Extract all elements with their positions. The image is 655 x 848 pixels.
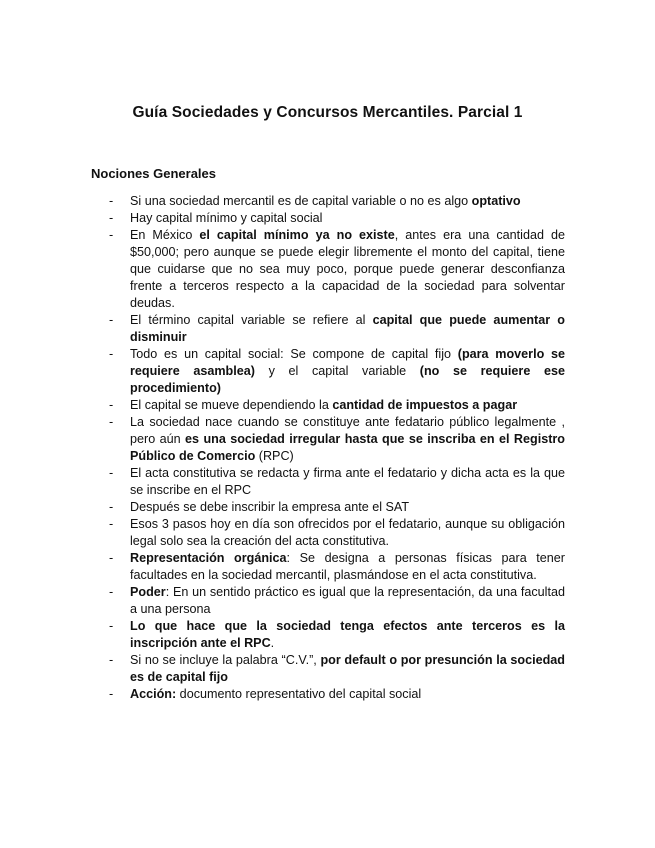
list-item: - El término capital variable se refiere al capital que puede aumentar o disminuir xyxy=(109,312,565,346)
list-item: - Hay capital mínimo y capital social xyxy=(109,210,565,227)
list-item: - Representación orgánica: Se designa a personas físicas para tener facultades en la sociedad mercantil, plasmándose en el acta constitutiva. xyxy=(109,550,565,584)
notes-list xyxy=(109,193,565,703)
list-item: - Después se debe inscribir la empresa ante el SAT xyxy=(109,499,565,516)
list-item: - Todo es un capital social: Se compone de capital fijo (para moverlo se requiere asamblea) y el capital variable (no se requiere ese procedimiento) xyxy=(109,346,565,397)
list-item: - En México el capital mínimo ya no existe, antes era una cantidad de $50,000; pero aunque se puede elegir libremente el monto del capital, tiene que cuidarse que no sea muy poco, porque puede generar desconfianza frente a terceros respecto a la capacidad de la sociedad para solventar deudas. xyxy=(109,227,565,312)
list-item: - Lo que hace que la sociedad tenga efectos ante terceros es la inscripción ante el RPC. xyxy=(109,618,565,652)
list-item: - La sociedad nace cuando se constituye ante fedatario público legalmente , pero aún es una sociedad irregular hasta que se inscriba en el Registro Público de Comercio (RPC) xyxy=(109,414,565,465)
list-item: - El acta constitutiva se redacta y firma ante el fedatario y dicha acta es la que se inscribe en el RPC xyxy=(109,465,565,499)
section-heading: Nociones Generales xyxy=(91,166,216,181)
list-item: - El capital se mueve dependiendo la cantidad de impuestos a pagar xyxy=(109,397,565,414)
list-item: - Acción: documento representativo del capital social xyxy=(109,686,565,703)
list-item: - Poder: En un sentido práctico es igual que la representación, da una facultad a una persona xyxy=(109,584,565,618)
document-title: Guía Sociedades y Concursos Mercantiles. Parcial 1 xyxy=(132,104,523,121)
list-item: - Si no se incluye la palabra “C.V.”, por default o por presunción la sociedad es de capital fijo xyxy=(109,652,565,686)
list-item: - Si una sociedad mercantil es de capital variable o no es algo optativo xyxy=(109,193,565,210)
list-item: - Esos 3 pasos hoy en día son ofrecidos por el fedatario, aunque su obligación legal solo sea la creación del acta constitutiva. xyxy=(109,516,565,550)
